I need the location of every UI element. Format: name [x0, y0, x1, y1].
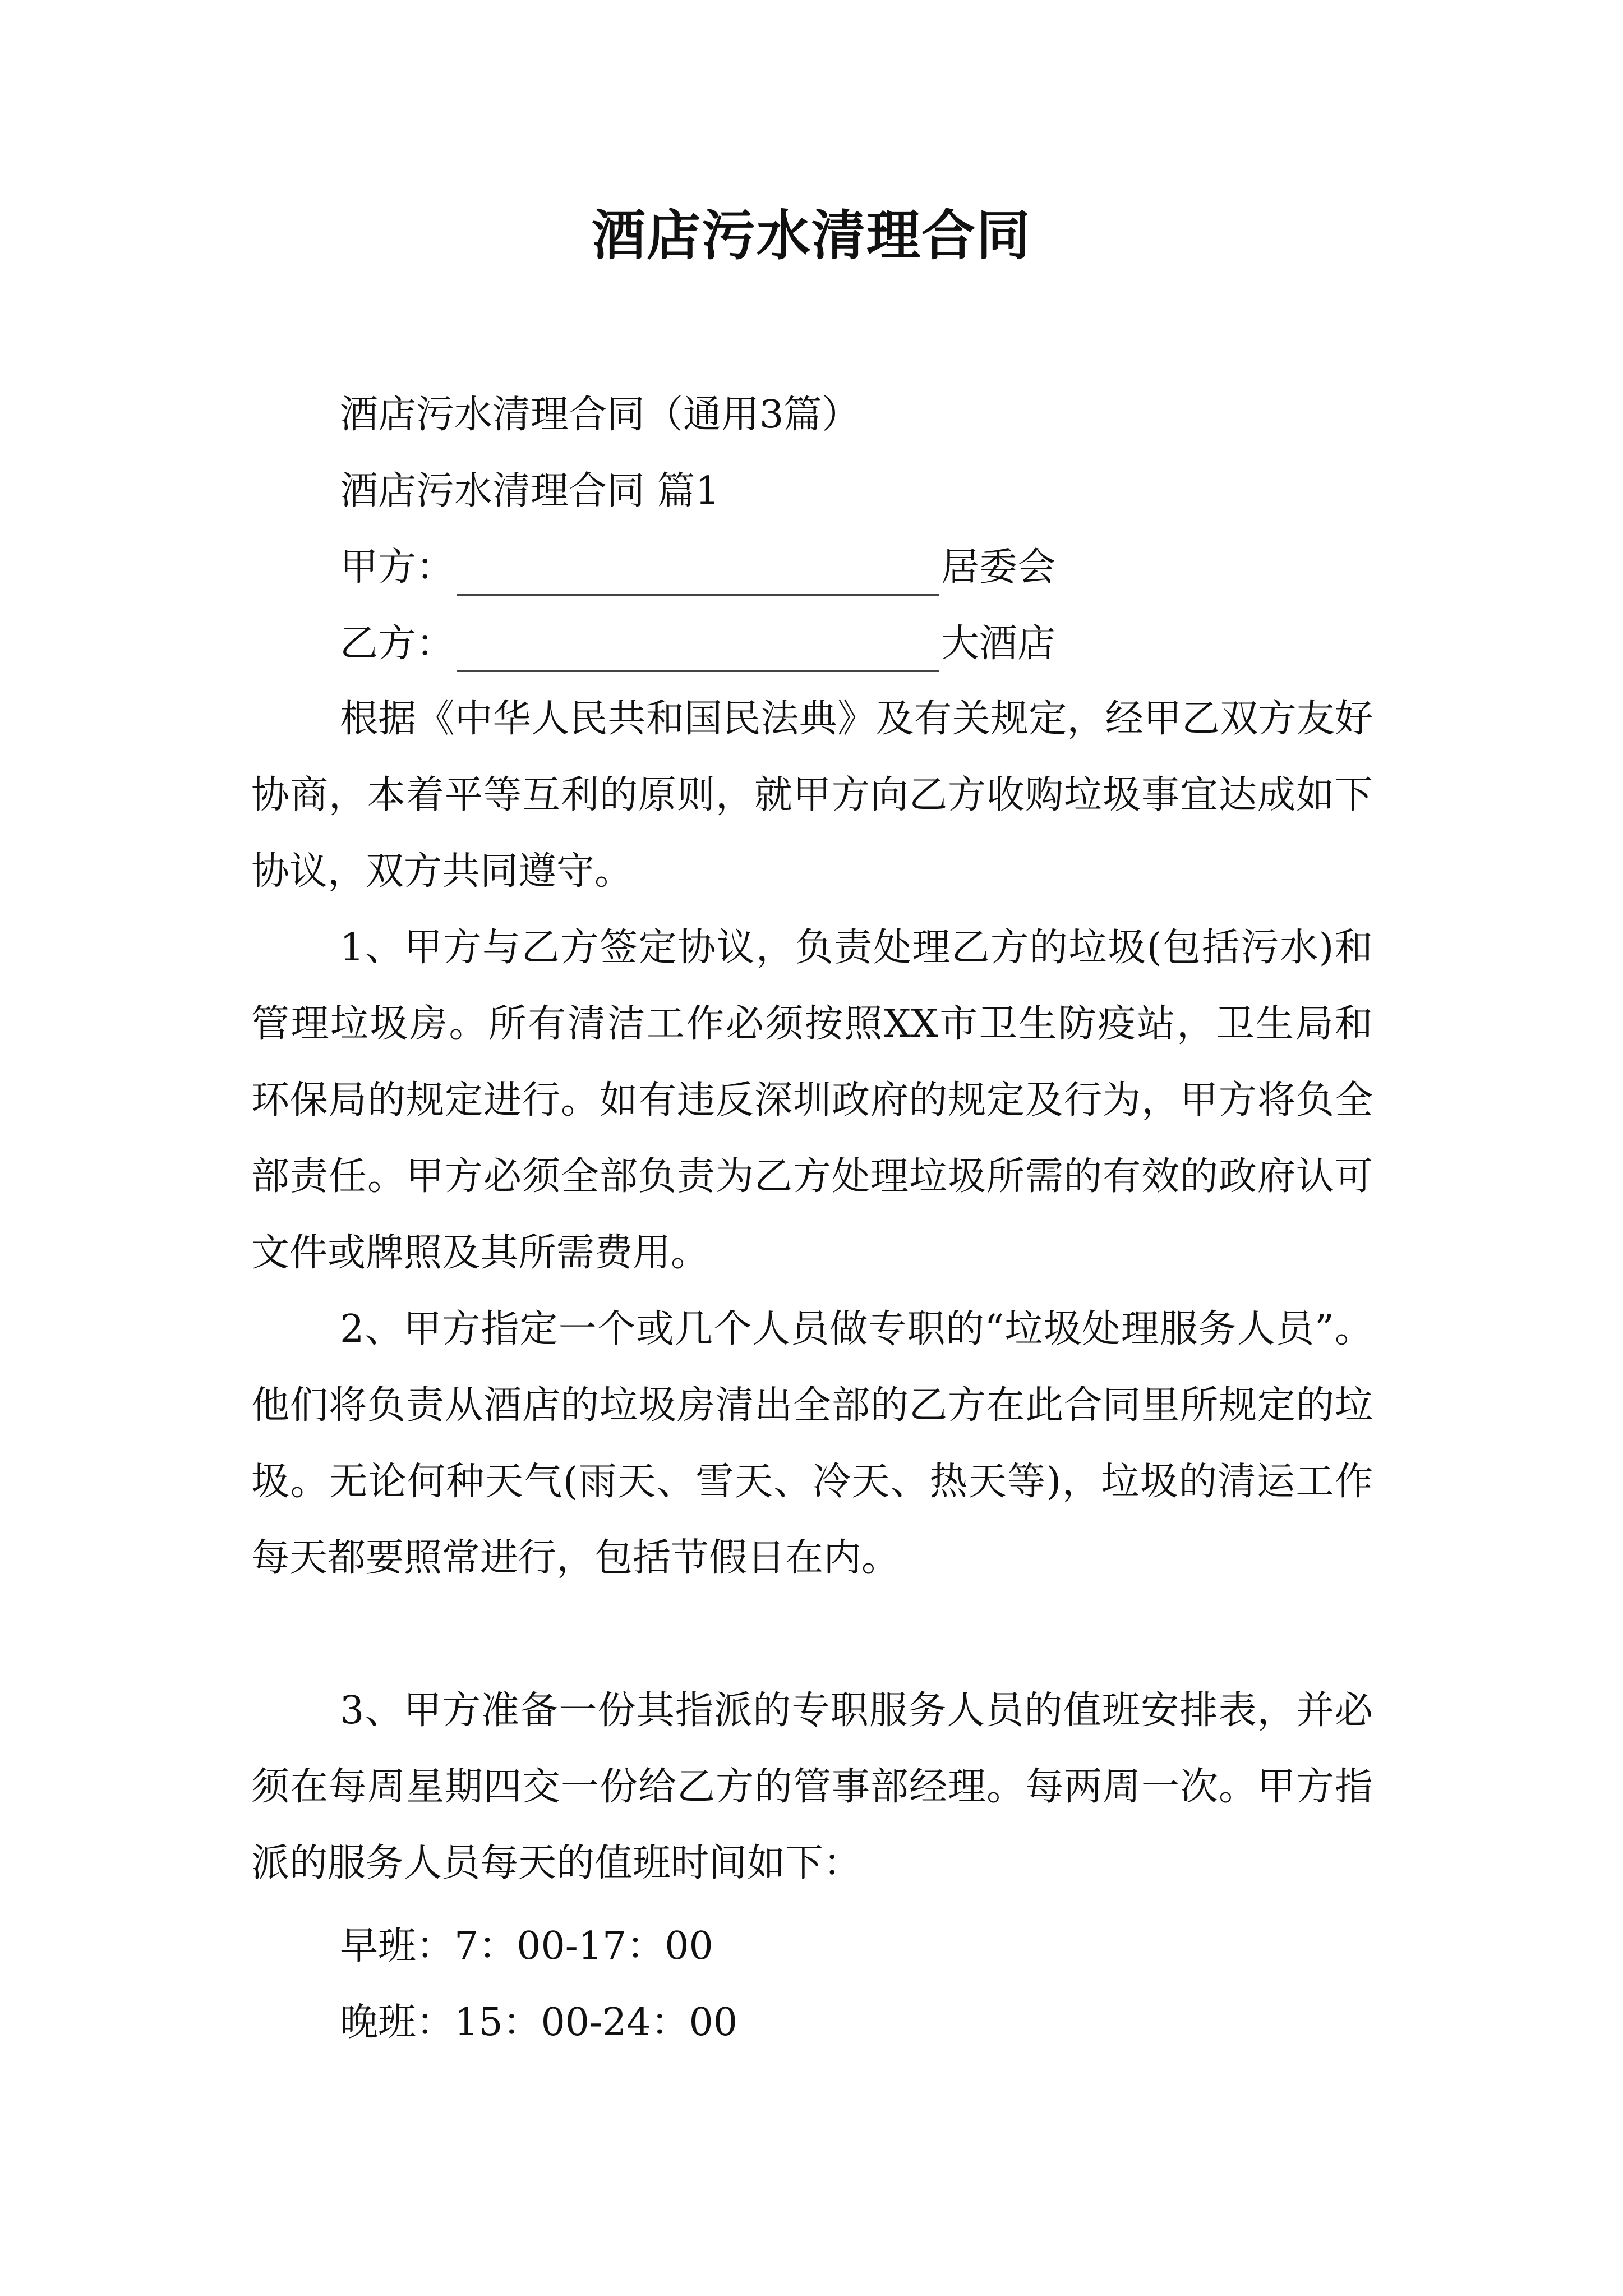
section-heading: 酒店污水清理合同 篇1: [340, 469, 720, 513]
shift-morning: 早班：7：00-17：00: [340, 1924, 713, 1968]
document-title: 酒店污水清理合同: [592, 204, 1031, 267]
party-a-line: [340, 540, 1055, 596]
party-a-label: 甲方：: [340, 545, 455, 590]
party-b-blank: [457, 630, 939, 672]
party-a-suffix: 居委会: [941, 545, 1056, 590]
paragraph-clause-2: 2、甲方指定一个或几个人员做专职的“垃圾处理服务人员”。他们将负责从酒店的垃圾房清出全部的乙方在此合同里所规定的垃圾。无论何种天气(雨天、雪天、冷天、热天等)，垃圾的清运工作每天都要照常进行，包括节假日在内。: [251, 1307, 1373, 1580]
shift-evening: 晚班：15：00-24：00: [340, 2000, 738, 2045]
party-b-suffix: 大酒店: [941, 622, 1056, 666]
paragraph-clause-1: 1、甲方与乙方签定协议，负责处理乙方的垃圾(包括污水)和管理垃圾房。所有清洁工作必须按照XX市卫生防疫站，卫生局和环保局的规定进行。如有违反深圳政府的规定及行为，甲方将负全部责任。甲方必须全部负责为乙方处理垃圾所需的有效的政府认可文件或牌照及其所需费用。: [251, 926, 1373, 1275]
paragraph-clause-3: 3、甲方准备一份其指派的专职服务人员的值班安排表，并必须在每周星期四交一份给乙方的管事部经理。每两周一次。甲方指派的服务人员每天的值班时间如下：: [251, 1688, 1373, 1885]
document-subtitle: 酒店污水清理合同（通用3篇）: [340, 393, 860, 437]
party-b-line: [340, 616, 1055, 672]
party-b-label: 乙方：: [340, 622, 455, 666]
paragraph-preamble: 根据《中华人民共和国民法典》及有关规定，经甲乙双方友好协商，本着平等互利的原则，就甲方向乙方收购垃圾事宜达成如下协议，双方共同遵守。: [251, 697, 1373, 894]
party-a-blank: [457, 554, 939, 596]
